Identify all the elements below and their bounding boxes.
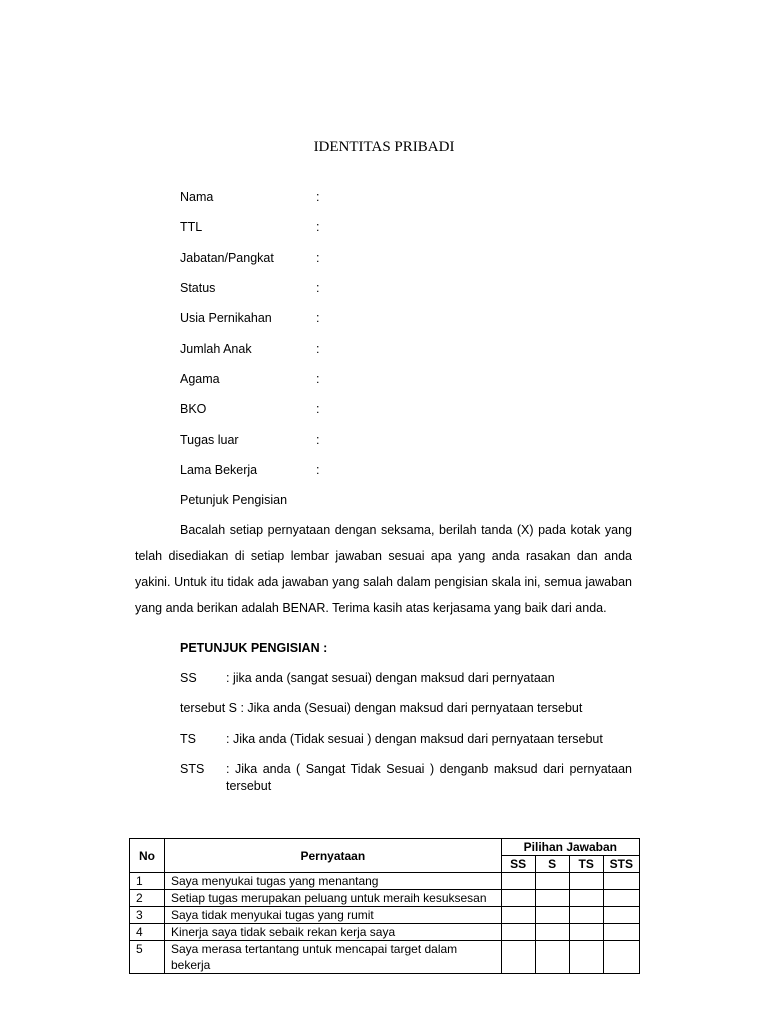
table-row xyxy=(130,924,640,941)
field-label: Lama Bekerja xyxy=(180,463,258,477)
guide-code-ss: SS xyxy=(180,671,197,685)
table-row xyxy=(130,941,640,974)
questionnaire-table xyxy=(129,838,640,974)
answer-cell-ss[interactable] xyxy=(501,890,535,907)
field-label: BKO xyxy=(180,402,207,416)
table-row xyxy=(130,873,640,890)
answer-cell-ss[interactable] xyxy=(501,924,535,941)
field-colon: : xyxy=(316,311,320,325)
answer-cell-ts[interactable] xyxy=(569,890,603,907)
guide-code-ts: TS xyxy=(180,732,196,746)
answer-cell-ts[interactable] xyxy=(569,924,603,941)
field-label: Jumlah Anak xyxy=(180,342,252,356)
row-statement: Kinerja saya tidak sebaik rekan kerja saya xyxy=(165,924,502,941)
answer-cell-s[interactable] xyxy=(535,907,569,924)
table-row xyxy=(130,890,640,907)
answer-cell-ts[interactable] xyxy=(569,873,603,890)
answer-cell-s[interactable] xyxy=(535,941,569,974)
answer-cell-s[interactable] xyxy=(535,873,569,890)
field-colon: : xyxy=(316,372,320,386)
field-label: Nama xyxy=(180,190,214,204)
field-label: Agama xyxy=(180,372,220,386)
field-colon: : xyxy=(316,402,320,416)
page-title: IDENTITAS PRIBADI xyxy=(313,139,455,155)
header-choice-s: S xyxy=(535,856,569,873)
guide-heading: PETUNJUK PENGISIAN : xyxy=(180,641,328,655)
row-number: 3 xyxy=(130,907,165,924)
field-colon: : xyxy=(316,281,320,295)
header-no: No xyxy=(130,839,165,873)
field-colon: : xyxy=(316,463,320,477)
answer-cell-ss[interactable] xyxy=(501,873,535,890)
answer-cell-ss[interactable] xyxy=(501,941,535,974)
answer-cell-sts[interactable] xyxy=(603,890,639,907)
row-statement: Saya menyukai tugas yang menantang xyxy=(165,873,502,890)
field-colon: : xyxy=(316,220,320,234)
field-label: Usia Pernikahan xyxy=(180,311,272,325)
answer-cell-sts[interactable] xyxy=(603,873,639,890)
guide-text-ts: : Jika anda (Tidak sesuai ) dengan maksud dari pernyataan tersebut xyxy=(226,732,603,746)
guide-line-s: tersebut S : Jika anda (Sesuai) dengan maksud dari pernyataan tersebut xyxy=(180,701,583,715)
header-choice-ss: SS xyxy=(501,856,535,873)
row-number: 1 xyxy=(130,873,165,890)
header-choices: Pilihan Jawaban xyxy=(501,839,639,856)
row-statement: Saya tidak menyukai tugas yang rumit xyxy=(165,907,502,924)
answer-cell-ss[interactable] xyxy=(501,907,535,924)
field-label: Jabatan/Pangkat xyxy=(180,251,274,265)
field-label: TTL xyxy=(180,220,203,234)
answer-cell-sts[interactable] xyxy=(603,924,639,941)
field-label: Status xyxy=(180,281,216,295)
field-colon: : xyxy=(316,342,320,356)
guide-text-sts: : Jika anda ( Sangat Tidak Sesuai ) denganb maksud dari pernyataan tersebut xyxy=(226,762,632,793)
guide-code-sts: STS xyxy=(180,762,205,776)
row-statement: Setiap tugas merupakan peluang untuk meraih kesuksesan xyxy=(165,890,502,907)
instructions-paragraph: Bacalah setiap pernyataan dengan seksama, berilah tanda (X) pada kotak yang telah disediakan di setiap lembar jawaban sesuai apa yang anda rasakan dan anda yakini. Untuk itu tidak ada jawaban yang salah dalam pengisian skala ini, semua jawaban yang anda berikan adalah BENAR. Terima kasih atas kerjasama yang baik dari anda. xyxy=(135,523,632,615)
answer-cell-ts[interactable] xyxy=(569,907,603,924)
answer-cell-sts[interactable] xyxy=(603,907,639,924)
row-number: 2 xyxy=(130,890,165,907)
answer-cell-sts[interactable] xyxy=(603,941,639,974)
header-statement: Pernyataan xyxy=(165,839,502,873)
guide-text-ss: : jika anda (sangat sesuai) dengan maksud dari pernyataan xyxy=(226,671,555,685)
field-colon: : xyxy=(316,251,320,265)
row-statement: Saya merasa tertantang untuk mencapai target dalam bekerja xyxy=(165,941,502,974)
header-choice-sts: STS xyxy=(603,856,639,873)
header-choice-ts: TS xyxy=(569,856,603,873)
answer-cell-s[interactable] xyxy=(535,924,569,941)
field-label: Tugas luar xyxy=(180,433,239,447)
row-number: 5 xyxy=(130,941,165,974)
field-colon: : xyxy=(316,190,320,204)
answer-cell-ts[interactable] xyxy=(569,941,603,974)
row-number: 4 xyxy=(130,924,165,941)
instructions-heading: Petunjuk Pengisian xyxy=(180,493,288,507)
answer-cell-s[interactable] xyxy=(535,890,569,907)
table-row xyxy=(130,907,640,924)
field-colon: : xyxy=(316,433,320,447)
